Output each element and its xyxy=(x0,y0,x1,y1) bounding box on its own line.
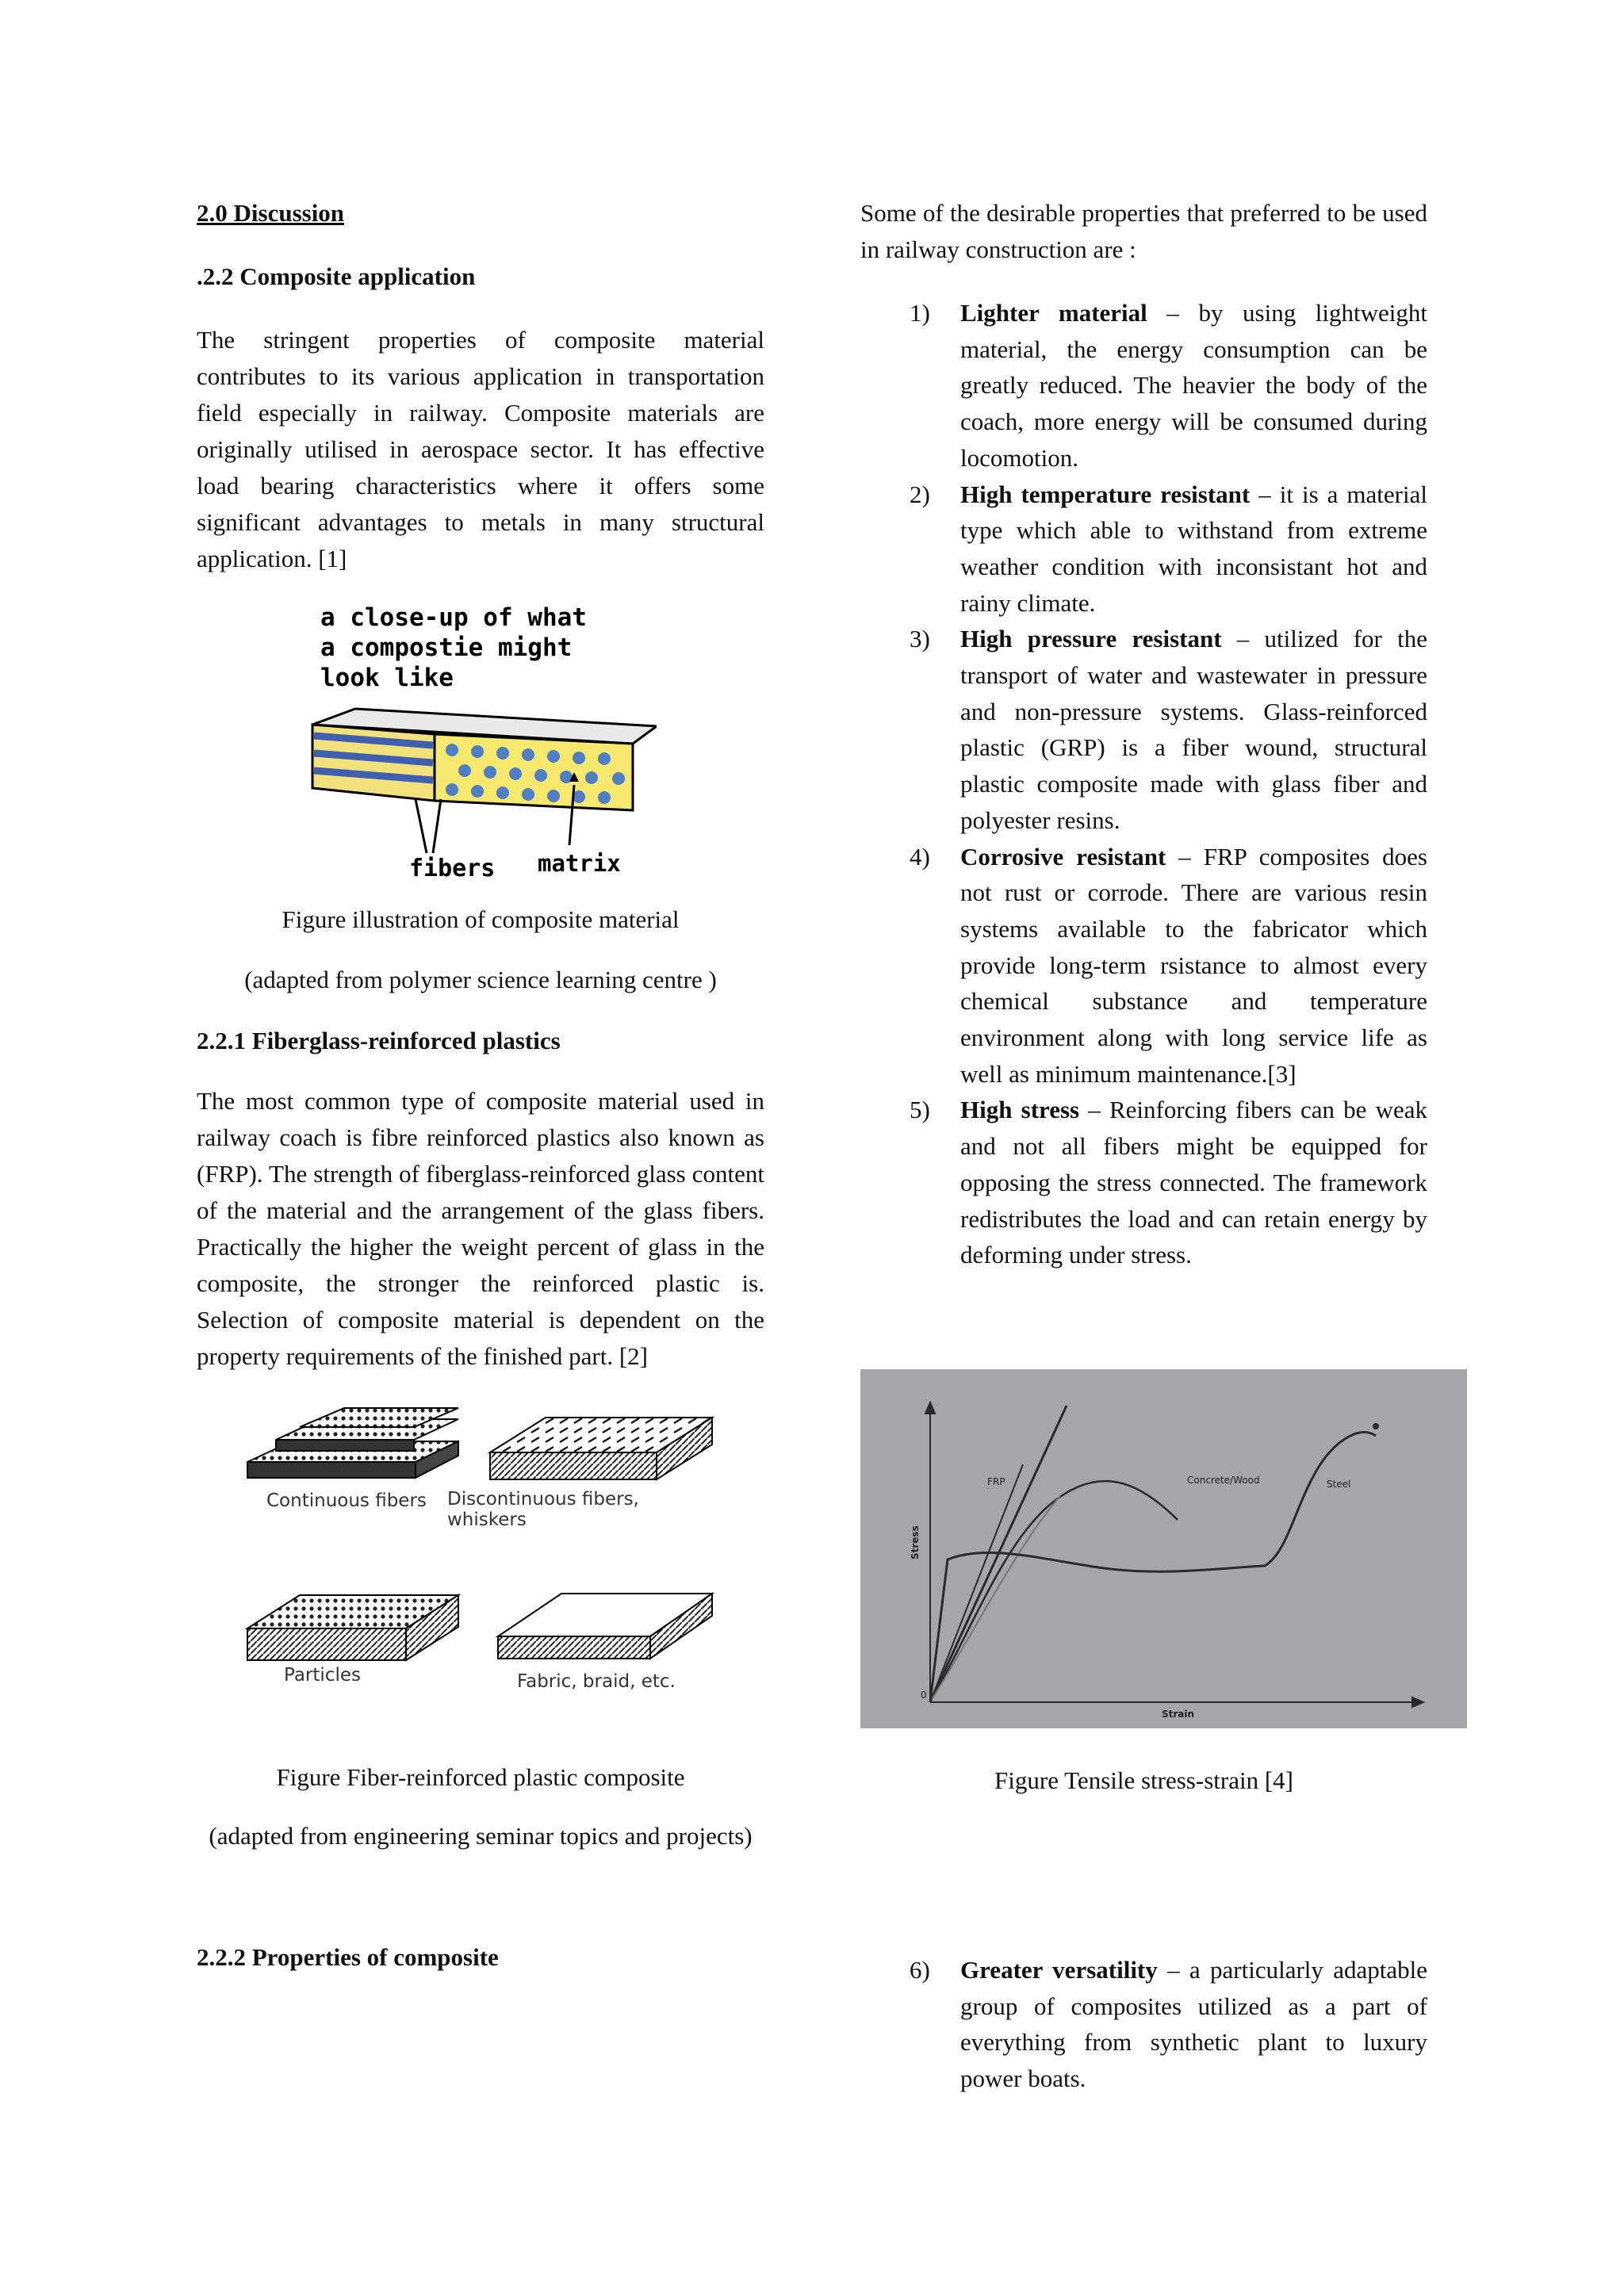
figure1-source: (adapted from polymer science learning centre ) xyxy=(244,966,717,993)
fibers-label: fibers xyxy=(409,855,496,882)
graph-ylabel: Stress xyxy=(910,1525,921,1559)
label-discontinuous-fibers: Discontinuous fibers, whiskers xyxy=(447,1489,639,1530)
property-item: 2) High temperature resistant – it is a material type which able to withstand from extreme weather condition with inconsistant hot and rainy climate. xyxy=(910,480,1427,617)
property-item: 5) High stress – Reinforcing fibers can be weak and not all fibers might be equipped for opposing the stress connected. The framework redistributes the load and can retain energy by deforming under stress. xyxy=(910,1096,1427,1269)
heading-properties: 2.2.2 Properties of composite xyxy=(197,1943,499,1971)
figure2-caption: Figure Fiber-reinforced plastic composite xyxy=(276,1763,685,1791)
graph-origin: 0 xyxy=(921,1689,927,1701)
curve-label-steel: Steel xyxy=(1327,1479,1351,1490)
stress-strain-plot xyxy=(860,1369,1467,1728)
curve-label-concrete: Concrete/Wood xyxy=(1187,1475,1260,1486)
fiber-types-figure xyxy=(244,1406,720,1739)
curve-label-frp: FRP xyxy=(987,1476,1005,1487)
frp-paragraph: The most common type of composite material used in railway coach is fibre reinforced plastics also known as (FRP). The strength of fiberglass-reinforced glass content of the material and the arrangement of the glass fibers. Practically the higher the weight percent of glass in the composite, the stronger the reinforced plastic is. Selection of composite material is dependent on the property requirements of the finished part. [2] xyxy=(197,1087,764,1370)
figure1-caption: Figure illustration of composite material xyxy=(282,905,680,933)
property-item: 6) Greater versatility – a particularly adaptable group of composites utilized as a part of everything from synthetic plant to luxury power boats. xyxy=(910,1956,1428,2093)
figure3-caption: Figure Tensile stress-strain [4] xyxy=(994,1766,1293,1794)
figure2-source: (adapted from engineering seminar topics and projects) xyxy=(209,1822,753,1850)
intro-paragraph: The stringent properties of composite material contributes to its various application in transportation field especially in railway. Composite materials are originally utilised in aerospace sector. It has effective load bearing characteristics where it offers some significant advantages to metals in many structural application. [1] xyxy=(197,326,764,572)
stress-strain-graph xyxy=(860,1369,1467,1728)
property-item: 4) Corrosive resistant – FRP composites does not rust or corrode. There are various resin systems available to the fabricator which provide long-term rsistance to almost every chemical substance and temperature environment along with long service life as well as minimum maintenance.[3] xyxy=(910,842,1427,1088)
composite-closeup-figure xyxy=(308,603,657,882)
properties-list-continued xyxy=(860,1952,1427,2097)
graph-xlabel: Strain xyxy=(1162,1709,1195,1720)
label-fabric-braid: Fabric, braid, etc. xyxy=(517,1671,676,1692)
left-column xyxy=(197,195,764,1976)
subsection-title: .2.2 Composite application xyxy=(197,262,476,290)
label-particles: Particles xyxy=(284,1665,361,1686)
right-column xyxy=(860,195,1427,1273)
heading-fiberglass: 2.2.1 Fiberglass-reinforced plastics xyxy=(197,1027,561,1054)
properties-intro: Some of the desirable properties that preferred to be used in railway construction are : xyxy=(860,199,1427,263)
properties-list xyxy=(860,295,1427,1273)
handwritten-caption: a close-up of what a compostie might look like xyxy=(320,603,587,692)
section-title: 2.0 Discussion xyxy=(197,199,345,227)
property-item: 1) Lighter material – by using lightweight material, the energy consumption can be greatly reduced. The heavier the body of the coach, more energy will be consumed during locomotion. xyxy=(910,299,1428,472)
property-item: 3) High pressure resistant – utilized for the transport of water and wastewater in pressure and non-pressure systems. Glass-reinforced plastic (GRP) is a fiber wound, structural plastic composite made with glass fiber and polyester resins. xyxy=(910,625,1427,834)
label-continuous-fibers: Continuous fibers xyxy=(266,1490,427,1511)
matrix-label: matrix xyxy=(538,850,621,877)
